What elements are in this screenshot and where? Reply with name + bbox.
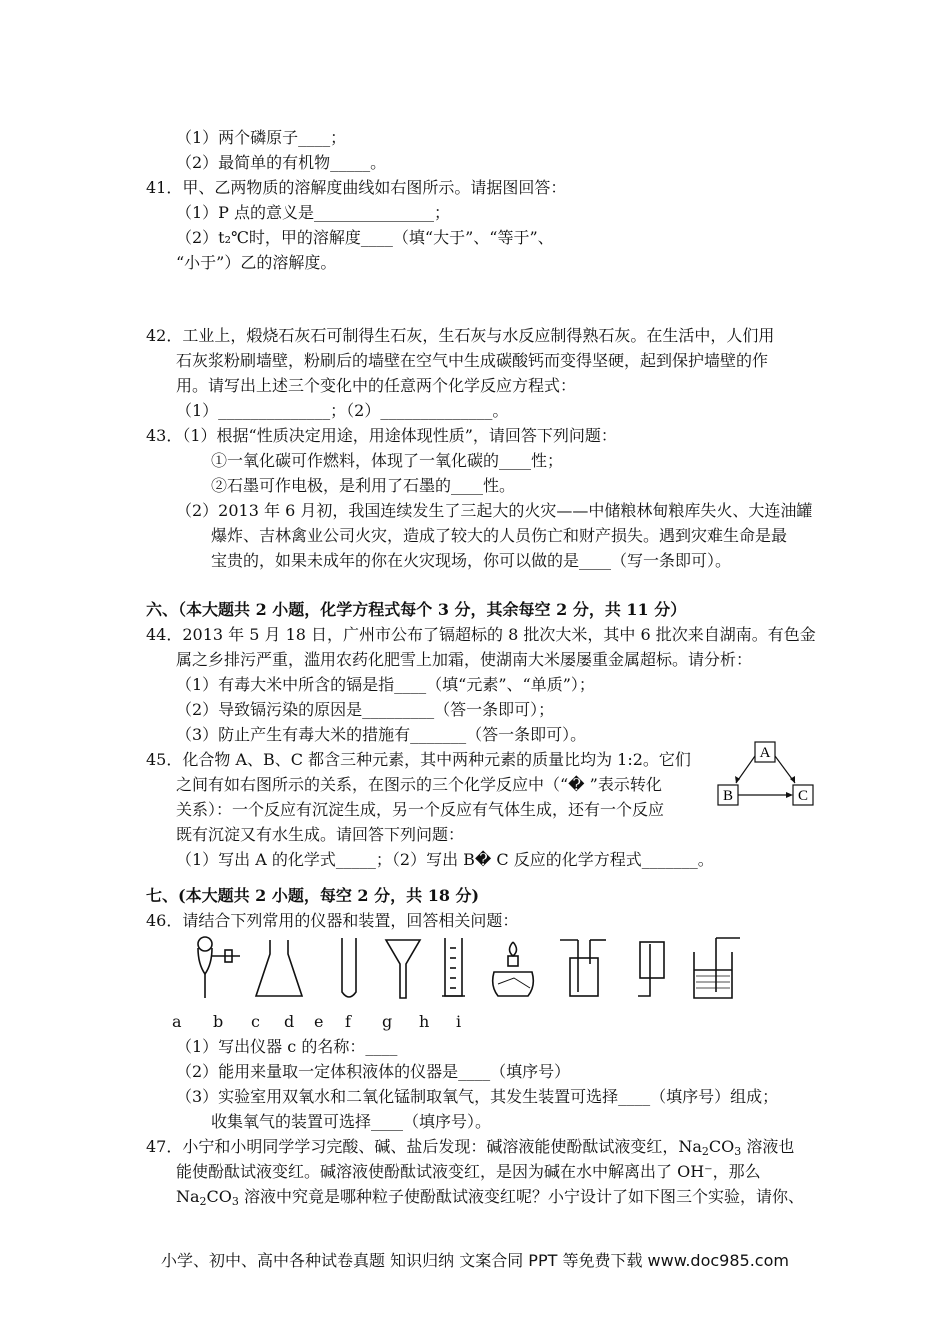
q42-line-1: 42．工业上，煅烧石灰石可制得生石灰，生石灰与水反应制得熟石灰。在生活中，人们用 (146, 326, 775, 345)
apparatus-label-a: a (172, 1012, 182, 1031)
q41-line-2: （2）t₂℃时，甲的溶解度____（填“大于”、“等于”、 (176, 228, 554, 247)
q47-line-3: $Na_2CO_3$ 溶液中究竟是哪种粒子使酚酞试液变红呢？小宁设计了如下图三个实验，请你、 (176, 1187, 804, 1208)
gas-bottle-icon (560, 940, 606, 996)
q46-line-2: （2）能用来量取一定体积液体的仪器是____（填序号） (176, 1062, 571, 1081)
label-c: C (797, 788, 809, 804)
q43-line-6: 宝贵的，如果未成年的你在火灾现场，你可以做的是____（写一条即可）。 (211, 551, 732, 570)
apparatus-label-f: f (345, 1012, 351, 1031)
apparatus-label-i: i (456, 1012, 462, 1031)
test-tube-icon (342, 938, 356, 997)
q47-line-2: 能使酚酞试液变红。碱溶液使酚酞试液变红，是因为碱在水中解离出了 OH⁻，那么 (176, 1162, 761, 1181)
q44-line-5: （3）防止产生有毒大米的措施有_______（答一条即可）。 (176, 725, 587, 744)
q45-line-2: 之间有如右图所示的关系，在图示的三个化学反应中（“� ”表示转化 (176, 775, 662, 794)
q44-line-4: （2）导致镉污染的原因是_________（答一条即可）； (176, 700, 555, 719)
apparatus-label-b: b (213, 1012, 224, 1031)
q42-line-3: 用。请写出上述三个变化中的任意两个化学反应方程式： (176, 376, 577, 395)
q41-stem: 41．甲、乙两物质的溶解度曲线如右图所示。请据图回答： (146, 178, 567, 197)
apparatus-label-g: g (382, 1012, 393, 1031)
funnel-icon (386, 940, 420, 998)
q46-stem: 46．请结合下列常用的仪器和装置，回答相关问题： (146, 911, 519, 930)
apparatus-label-c: c (251, 1012, 260, 1031)
q42-line-2: 石灰浆粉刷墙壁，粉刷后的墙壁在空气中生成碳酸钙而变得坚硬，起到保护墙壁的作 (176, 351, 769, 370)
q42-line-4: （1）______________；（2）______________。 (176, 401, 509, 420)
conical-flask-icon (256, 940, 302, 996)
q43-line-5: 爆炸、吉林禽业公司火灾，造成了较大的人员伤亡和财产损失。遇到灾难生命是最 (211, 526, 788, 545)
beaker-icon (694, 938, 740, 998)
q41-line-1: （1）P 点的意义是_______________； (176, 203, 451, 222)
q45-line-3: 关系）：一个反应有沉淀生成，另一个反应有气体生成，还有一个反应 (176, 800, 665, 819)
q44-line-3: （1）有毒大米中所含的镉是指____（填“元素”、“单质”）； (176, 675, 595, 694)
inverted-bottle-icon (638, 942, 664, 996)
apparatus-label-d: d (284, 1012, 295, 1031)
q46-line-3: （3）实验室用双氧水和二氧化锰制取氧气，其发生装置可选择____（填序号）组成； (176, 1087, 779, 1106)
separatory-funnel-icon (198, 937, 240, 998)
q47-line-1: 47．小宁和小明同学学习完酸、碱、盐后发现：碱溶液能使酚酞试液变红，$Na_2CO_3$ 溶液也 (146, 1137, 795, 1158)
measuring-cylinder-icon (442, 938, 465, 996)
section-7-heading: 七、(本大题共 2 小题，每空 2 分，共 18 分) (146, 886, 480, 905)
q43-line-3: ②石墨可作电极，是利用了石墨的____性。 (211, 476, 516, 495)
alcohol-lamp-icon (493, 942, 534, 996)
apparatus-label-h: h (419, 1012, 430, 1031)
q43-line-2: ①一氧化碳可作燃料，体现了一氧化碳的____性； (211, 451, 564, 470)
apparatus-label-e: e (314, 1012, 324, 1031)
q46-line-1: （1）写出仪器 c 的名称：____ (176, 1037, 398, 1056)
lab-apparatus-figure (180, 934, 750, 1004)
page-footer: 小学、初中、高中各种试卷真题 知识归纳 文案合同 PPT 等免费下载 www.doc985.com (161, 1251, 789, 1270)
q43-line-4: （2）2013 年 6 月初，我国连续发生了三起大的火灾——中储粮林甸粮库失火、大连油罐 (176, 501, 813, 520)
q43-line-1: 43．（1）根据“性质决定用途，用途体现性质”，请回答下列问题： (146, 426, 617, 445)
label-a: A (759, 745, 771, 761)
q45-line-4: 既有沉淀又有水生成。请回答下列问题： (176, 825, 465, 844)
q40-line-2: （2）最简单的有机物_____。 (176, 153, 387, 172)
label-b: B (722, 788, 734, 804)
q45-line-1: 45．化合物 A、B、C 都含三种元素，其中两种元素的质量比均为 1:2。它们 (146, 750, 691, 769)
q44-line-1: 44．2013 年 5 月 18 日，广州市公布了镉超标的 8 批次大米，其中 6 批次来自湖南。有色金 (146, 625, 816, 644)
q40-line-1: （1）两个磷原子____； (176, 128, 347, 147)
q44-line-2: 属之乡排污严重，滥用农药化肥雪上加霜，使湖南大米屡屡重金属超标。请分析： (176, 650, 753, 669)
q41-line-3: “小于”）乙的溶解度。 (176, 253, 337, 272)
q46-line-4: 收集氧气的装置可选择____（填序号）。 (211, 1112, 492, 1131)
abc-relation-diagram (712, 738, 822, 810)
q45-line-5: （1）写出 A 的化学式_____；（2）写出 B� C 反应的化学方程式_______。 (176, 850, 714, 869)
section-6-heading: 六、（本大题共 2 小题，化学方程式每个 3 分，其余每空 2 分，共 11 分） (146, 600, 687, 619)
